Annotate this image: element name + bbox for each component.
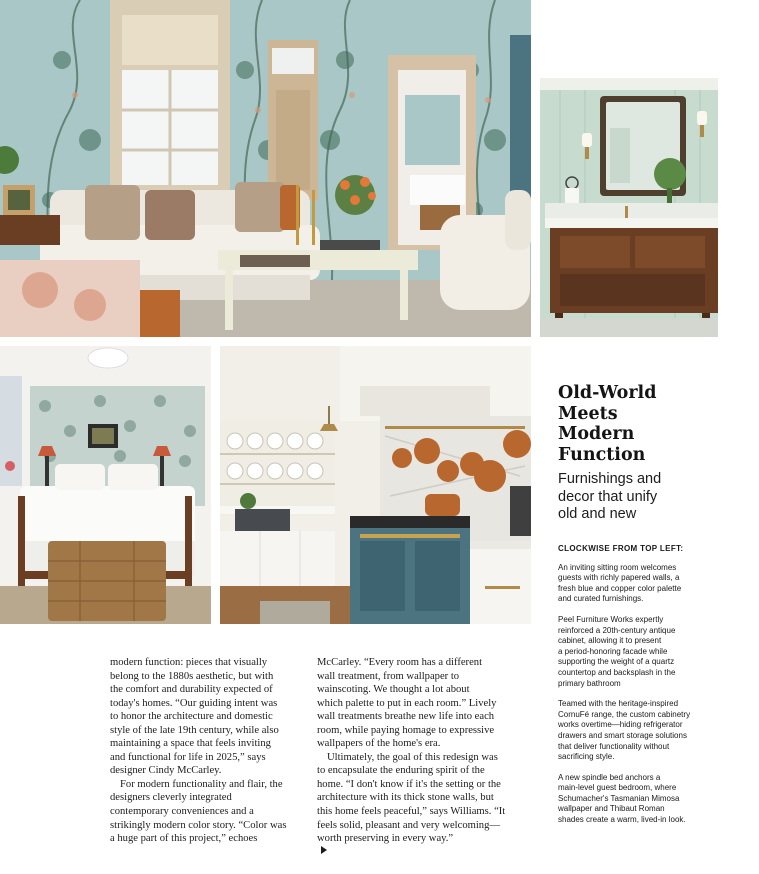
subhead-line: old and new: [558, 506, 637, 522]
body-line: For modern functionality and flair, the: [120, 778, 283, 790]
headline: [558, 383, 743, 465]
body-line: to encapsulate the enduring spirit of the: [317, 765, 485, 777]
body-line: strikingly modern color story. “Color was: [110, 819, 287, 831]
body-paragraph: [110, 778, 304, 846]
caption-kitchen: [558, 699, 748, 763]
caption-line: supporting the weight of a quartz: [558, 657, 675, 667]
body-line: and functional for life in 2025,” says: [110, 751, 266, 763]
caption-bedroom: [558, 773, 748, 826]
caption-line: wallpaper and Thibaut Roman: [558, 804, 665, 814]
caption-line: guests with richly papered walls, a: [558, 573, 680, 583]
body-line: designer Cindy McCarley.: [110, 765, 222, 777]
body-line: room, while paying homage to expressive: [317, 724, 495, 736]
body-line: today's homes. “Our guiding intent was: [110, 697, 278, 709]
caption-line: An inviting sitting room welcomes: [558, 562, 677, 572]
bedroom-photo: [0, 346, 211, 624]
body-line-last: [317, 832, 511, 854]
caption-line: works overtime—hiding refrigerator: [558, 720, 683, 730]
subhead: [558, 471, 743, 524]
caption-line: shades create a warm, lived-in look.: [558, 815, 686, 825]
caption-line: reinforced a 20th-century antique: [558, 625, 676, 635]
caption-line: A new spindle bed anchors a: [558, 772, 661, 782]
body-line: this home feels peaceful,” says Williams. “It: [317, 806, 506, 818]
body-line: wallpapers of the home's era.: [317, 738, 441, 750]
body-line: a huge part of this project,” echoes: [110, 833, 258, 845]
caption-line: countertop and backsplash in the: [558, 667, 676, 677]
body-line: to honor the architecture and domestic: [110, 711, 273, 723]
caption-line: that deliver functionality without: [558, 741, 670, 751]
caption-line: fresh blue and copper color palette: [558, 583, 682, 593]
subhead-line: Furnishings and: [558, 471, 662, 487]
body-paragraph: [317, 751, 511, 854]
headline-line: Old-World: [558, 383, 657, 403]
caption-line: CornuFé range, the custom cabinetry: [558, 709, 691, 719]
body-paragraph: [317, 656, 511, 751]
subhead-line: decor that unify: [558, 488, 658, 505]
body-line: wall treatments breathe new life into each: [317, 711, 495, 723]
body-line: McCarley. “Every room has a different: [317, 657, 483, 668]
body-paragraph: [110, 656, 304, 778]
body-column-1: [110, 656, 304, 846]
body-line: wall treatment, from wallpaper to: [317, 670, 460, 682]
headline-line: Modern: [558, 424, 635, 445]
caption-bathroom: [558, 615, 748, 689]
end-mark-icon: [321, 846, 327, 854]
kitchen-photo: [220, 346, 531, 624]
body-line: feels solid, pleasant and very welcoming—: [317, 819, 500, 831]
body-line: Ultimately, the goal of this redesign was: [327, 751, 498, 763]
body-line: architecture with its thick stone walls, but: [317, 792, 494, 804]
body-column-2: [317, 656, 511, 854]
caption-line: Peel Furniture Works expertly: [558, 614, 664, 624]
captions-title: CLOCKWISE FROM TOP LEFT:: [558, 544, 684, 553]
caption-line: sacrificing style.: [558, 752, 615, 762]
body-line-text: worth preserving in every way.”: [317, 833, 454, 845]
caption-line: drawers and smart storage solutions: [558, 730, 687, 740]
sitting-room-photo: [0, 0, 531, 337]
headline-line: Function: [558, 444, 646, 465]
caption-line: Teamed with the heritage-inspired: [558, 699, 679, 709]
body-line: style of the late 19th century, while also: [110, 724, 279, 736]
body-line: the comfort and durability expected of: [110, 684, 273, 696]
bathroom-photo: [540, 78, 718, 337]
body-line: belong to the 1880s aesthetic, but with: [110, 670, 274, 682]
body-line: home. “I don't know if it's the setting or the: [317, 778, 501, 790]
caption-line: cabinet, allowing it to present: [558, 636, 662, 646]
headline-line: Meets: [558, 403, 618, 424]
caption-line: and curated furnishings.: [558, 594, 644, 604]
body-line: maintaining a space that feels inviting: [110, 738, 271, 750]
caption-line: Schumacher's Tasmanian Mimosa: [558, 793, 680, 803]
caption-line: main-level guest bedroom, where: [558, 783, 677, 793]
photo-captions: [558, 544, 748, 836]
body-line: which palette to put in each room.” Lively: [317, 697, 497, 709]
body-line: modern function: pieces that visually: [110, 657, 268, 668]
body-line: contemporary conveniences and a: [110, 806, 254, 818]
caption-line: primary bathroom: [558, 678, 621, 688]
body-line: designers cleverly integrated: [110, 792, 232, 804]
caption-sitting-room: [558, 563, 748, 605]
body-line: wainscoting. We thought a lot about: [317, 684, 470, 696]
caption-line: a period-honoring facade while: [558, 646, 668, 656]
